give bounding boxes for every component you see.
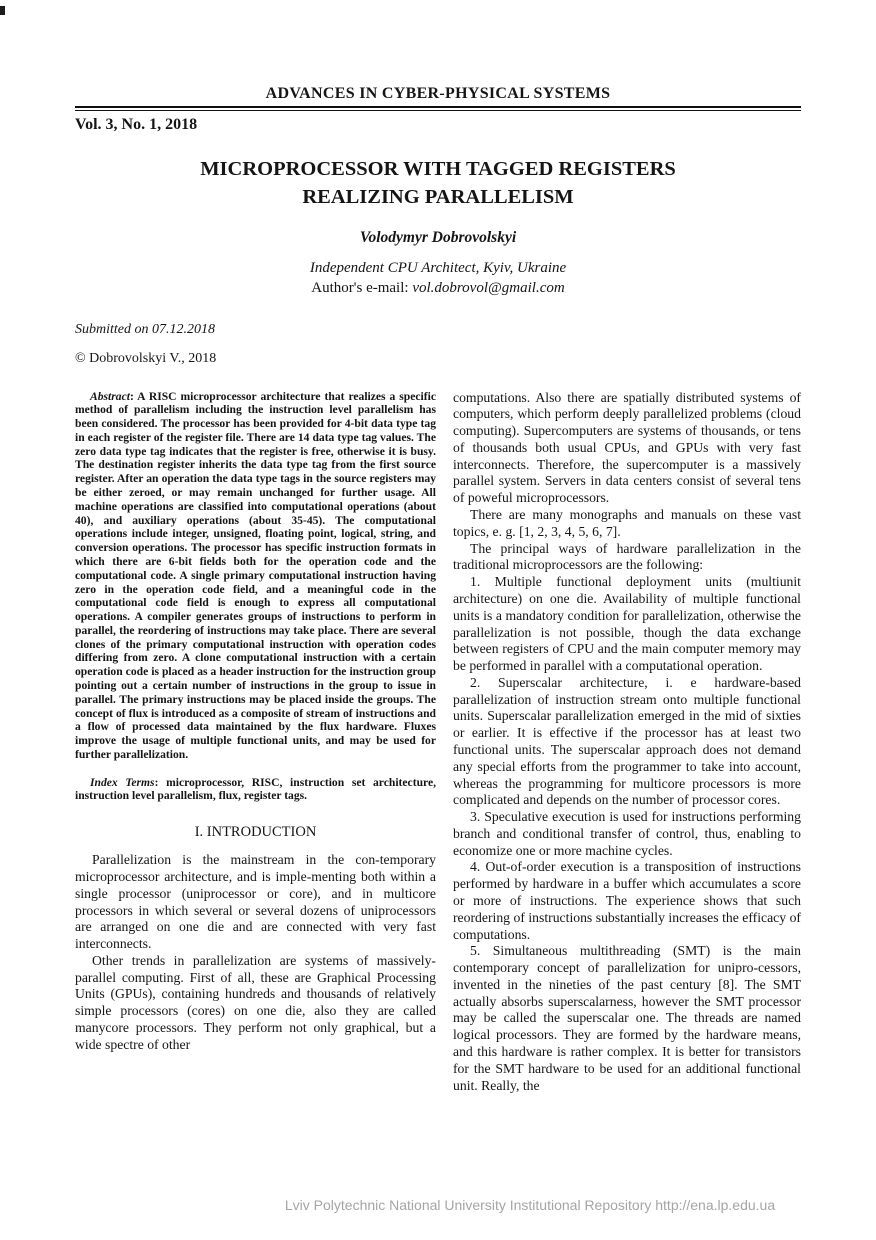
- submitted-date: Submitted on 07.12.2018: [75, 321, 215, 337]
- abstract-label: Abstract: [90, 389, 130, 403]
- right-column: [453, 390, 801, 1095]
- left-column: [75, 390, 436, 1095]
- paper-title-line1: MICROPROCESSOR WITH TAGGED REGISTERS: [200, 158, 676, 180]
- two-column-body: [75, 390, 801, 1095]
- paper-title-line2: REALIZING PARALLELISM: [302, 186, 574, 209]
- journal-title: ADVANCES IN CYBER-PHYSICAL SYSTEMS: [265, 85, 611, 102]
- abstract-text: : A RISC microprocessor architecture that realizes a specific method of parallelism including the instruction level parallelism has been considered. The processor has been provided for 4-bit data type tag in each register of the register file. There are 14 data type tag values. The zero data type tag indicates that the register is free, otherwise it is busy. The destination register inherits the data type tag from the first source register. After an operation the data type tags in the source registers may be either zeroed, or may remain unchanged for further usage. All machine operations are classified into computational operations (about 40), and auxiliary operations (about 35-45). The computational operations include integer, unsigned, floating point, logical, string, and conversion operations. The processor has specific instruction formats in which there are 6-bit fields both for the operation code and the computational code. A single primary computational instruction having zero in the operation code field, and a meaningful code in the computational code field is enough to express all computational operations. A compiler generates groups of instructions to perform in parallel, the reordering of instructions may take place. There are several clones of the primary computational instruction with operation codes differing from zero. A clone computational instruction with a certain operation code is placed as a header instruction for the instruction group pointing out a certain number of instructions in the group to issue in parallel. The primary instructions may be placed inside the groups. The concept of flux is introduced as a composite of stream of instructions and a flow of processed data maintained by the flux hardware. Fluxes improve the usage of multiple functional units, and may be used for further parallelization.: [75, 389, 436, 761]
- volume-issue: Vol. 3, No. 1, 2018: [75, 116, 198, 133]
- paper-title: [75, 155, 801, 212]
- intro-list-item-5: 5. Simultaneous multithreading (SMT) is the main contemporary concept of parallelization for unipro-cessors, invented in the nineties of the past century [8]. The SMT actually absorbs superscalarness, however the SMT processor may be called the superscalar one. The threads are named logical processors. They are formed by the hardware means, and this hardware is rather complex. It is better for transistors for the SMT hardware to be used for an additional functional unit. Really, the: [453, 943, 801, 1093]
- abstract: [75, 390, 436, 762]
- intro-list-item-3: 3. Speculative execution is used for instructions performing branch and conditional transfer of control, thus, enabling to economize one or more machine cycles.: [453, 809, 801, 858]
- author-email-line: [75, 280, 801, 297]
- intro-paragraph: The principal ways of hardware parallelization in the traditional microprocessors are the following:: [453, 540, 801, 573]
- scan-artifact: [0, 6, 5, 15]
- intro-paragraph: Other trends in parallelization are systems of massively-parallel computing. First of all, these are Graphical Processing Units (GPUs), containing hundreds and thousands of relatively simple processors (cores) on one die, also they are called manycore processors. They perform not only graphical, but a wide spectre of other: [75, 952, 436, 1052]
- intro-list-item-1: 1. Multiple functional deployment units (multiunit architecture) on one die. Availability of multiple functional units is a mandatory condition for parallelization, otherwise the parallelization is not possible, though the data exchange between registers of CPU and the main computer memory may be performed in parallel with a computational operation.: [453, 574, 801, 674]
- page-content: [75, 0, 801, 1094]
- intro-list-item-4: 4. Out-of-order execution is a transposition of instructions performed by hardware in a buffer which accumulates a score or more of instructions. The experience shows that such reordering of instructions substantially increases the efficacy of computations.: [453, 859, 801, 942]
- index-terms: [75, 776, 436, 804]
- section-heading-introduction: I. INTRODUCTION: [194, 824, 317, 841]
- intro-paragraph-continued: computations. Also there are spatially distributed systems of computers, which perform deeply parallelized problems (cloud computing). Supercomputers are systems of thousands, or tens of thousands both usual CPUs, and GPUs with very fast interconnects. Therefore, the supercomputer is a massively parallel system. Servers in data centers consist of several tens of poweful microprocessors.: [453, 389, 801, 506]
- repository-watermark: Lviv Polytechnic National University Institutional Repository http://ena.lp.edu.ua: [284, 1197, 776, 1213]
- author-name: Volodymyr Dobrovolskyi: [359, 228, 517, 246]
- email-address: vol.dobrovol@gmail.com: [412, 279, 565, 296]
- copyright-line: © Dobrovolskyi V., 2018: [75, 350, 217, 366]
- email-label: Author's e-mail:: [311, 279, 409, 296]
- intro-list-item-2: 2. Superscalar architecture, i. e hardware-based parallelization of instruction stream onto multiple functional units. Superscalar parallelization emerged in the mid of sixties or earlier. It is effective if the processor has at least two functional units. The superscalar approach does not demand any special efforts from the programmer to take into account, whereas the programming for multicore processors is more complicated and depends on the number of processor cores.: [453, 674, 801, 808]
- header-rule: [75, 106, 801, 111]
- index-terms-label: Index Terms: [90, 775, 155, 789]
- index-terms-text: : microprocessor, RISC, instruction set architecture, instruction level parallelism, flux, register tags.: [75, 775, 436, 803]
- intro-paragraph: Parallelization is the mainstream in the con-temporary microprocessor architecture, and is imple-menting both within a single processor (uniprocessor or core), and in multicore processors in which several or several dozens of uniprocessors are arranged on one die and are connected with very fast interconnects.: [75, 852, 436, 952]
- intro-paragraph: There are many monographs and manuals on these vast topics, e. g. [1, 2, 3, 4, 5, 6, 7].: [453, 507, 801, 539]
- author-affiliation: Independent CPU Architect, Kyiv, Ukraine: [309, 259, 567, 276]
